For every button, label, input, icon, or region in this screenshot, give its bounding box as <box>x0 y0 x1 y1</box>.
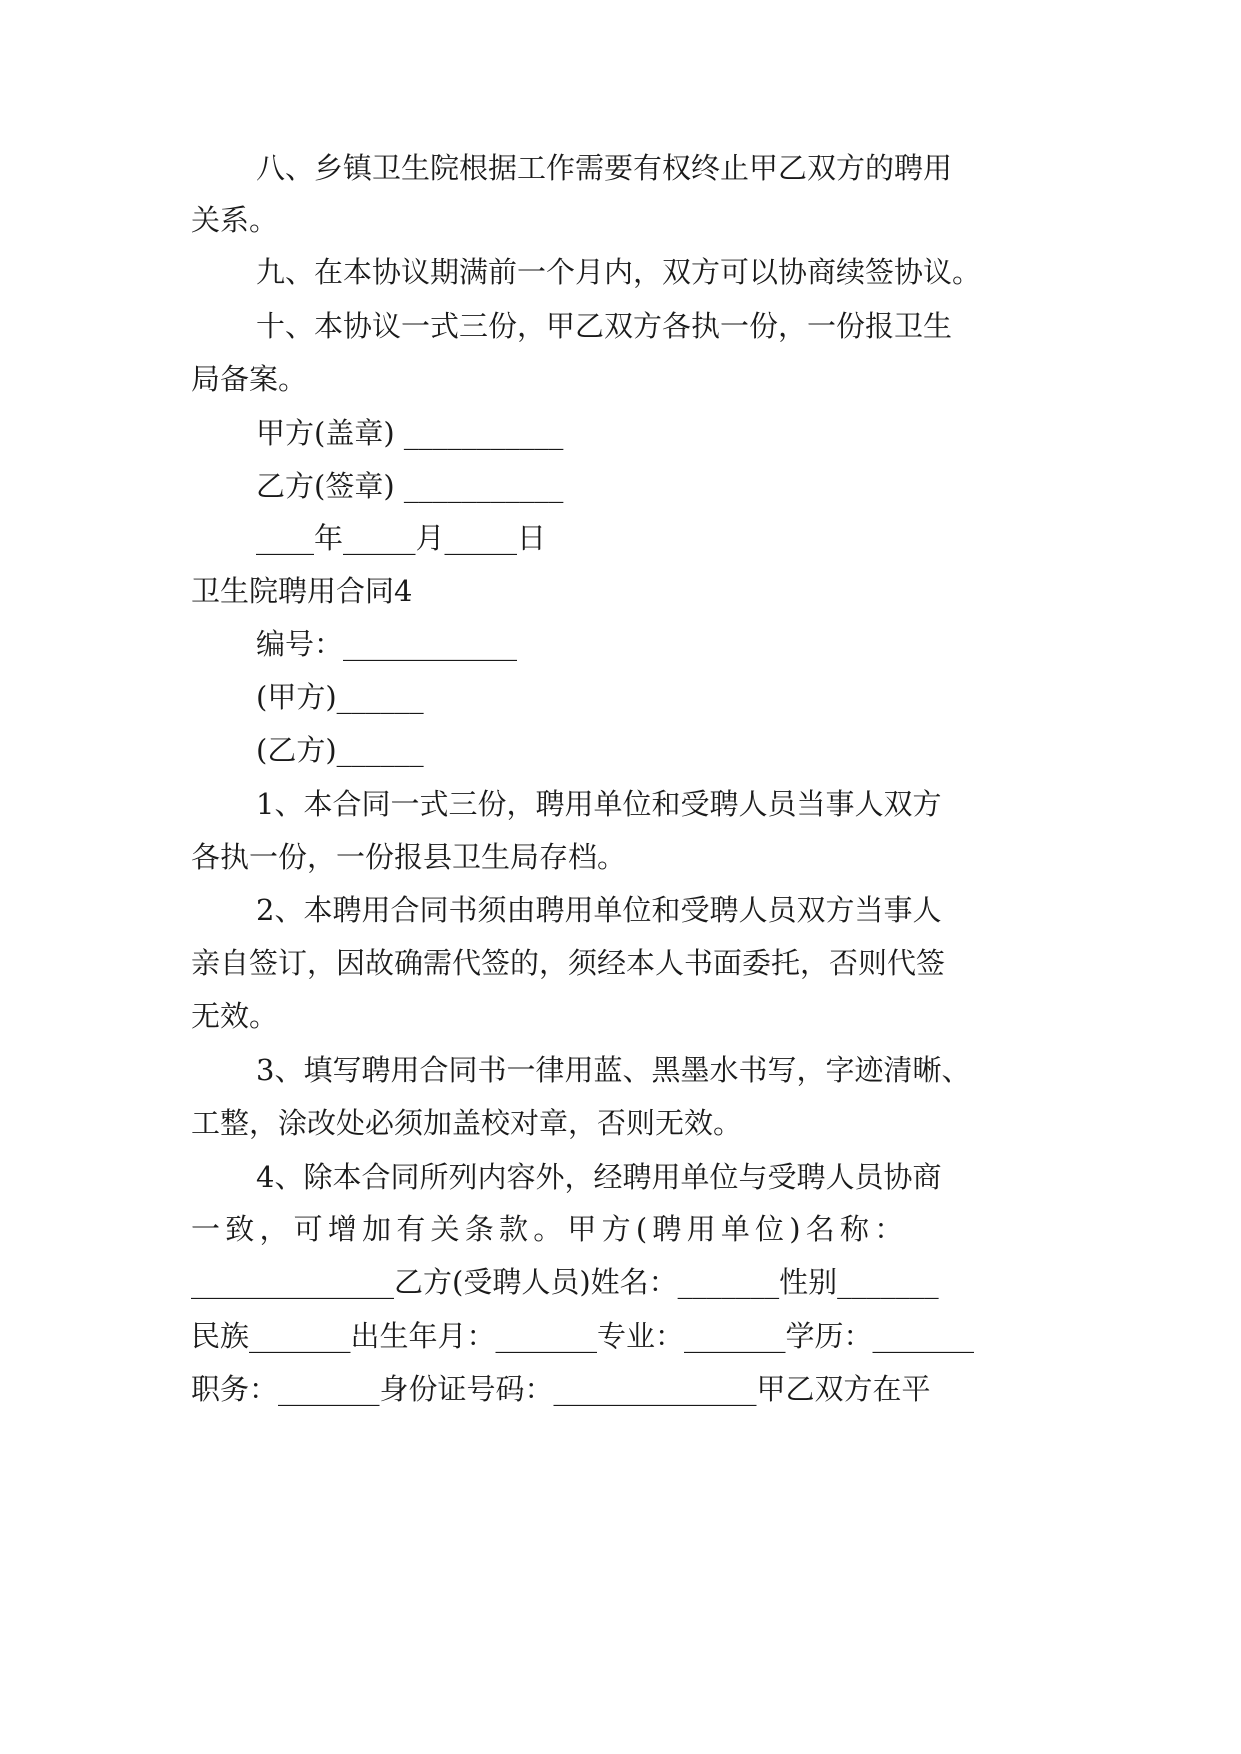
party-b-sign-line: 乙方(签章) ___________ <box>256 469 564 503</box>
party-a-seal-line: 甲方(盖章) ___________ <box>256 416 564 450</box>
clause-9: 九、在本协议期满前一个月内，双方可以协商续签协议。 <box>256 255 982 289</box>
item-4-line-2: 一致，可增加有关条款。甲方(聘用单位)名称： <box>191 1212 909 1246</box>
item-3-line-1: 3、填写聘用合同书一律用蓝、黑墨水书写，字迹清晰、 <box>256 1053 971 1087</box>
section-title: 卫生院聘用合同4 <box>191 574 413 608</box>
contract-number-line: 编号：____________ <box>256 627 518 661</box>
party-a-line: (甲方)______ <box>256 680 424 714</box>
item-2-line-1: 2、本聘用合同书须由聘用单位和受聘人员双方当事人 <box>256 893 942 927</box>
item-2-line-3: 无效。 <box>191 999 279 1033</box>
clause-8-line-2: 关系。 <box>191 203 279 237</box>
item-4-line-1: 4、除本合同所列内容外，经聘用单位与受聘人员协商 <box>256 1160 942 1194</box>
party-b-line: (乙方)______ <box>256 733 424 767</box>
item-3-line-2: 工整，涂改处必须加盖校对章，否则无效。 <box>191 1106 743 1140</box>
party-b-name-line: ______________乙方(受聘人员)姓名：_______性别_______ <box>191 1265 939 1299</box>
item-1-line-2: 各执一份，一份报县卫生局存档。 <box>191 840 627 874</box>
party-b-details-line: 民族_______出生年月：_______专业：_______学历：_______ <box>191 1319 975 1353</box>
item-2-line-2: 亲自签订，因故确需代签的，须经本人书面委托，否则代签 <box>191 946 946 980</box>
item-1-line-1: 1、本合同一式三份，聘用单位和受聘人员当事人双方 <box>256 787 942 821</box>
party-b-id-line: 职务：_______身份证号码：______________甲乙双方在平 <box>191 1372 931 1406</box>
clause-10-line-1: 十、本协议一式三份，甲乙双方各执一份，一份报卫生 <box>256 309 953 343</box>
clause-8-line-1: 八、乡镇卫生院根据工作需要有权终止甲乙双方的聘用 <box>256 151 953 185</box>
clause-10-line-2: 局备案。 <box>191 362 308 396</box>
date-line: ____年_____月_____日 <box>256 521 547 555</box>
